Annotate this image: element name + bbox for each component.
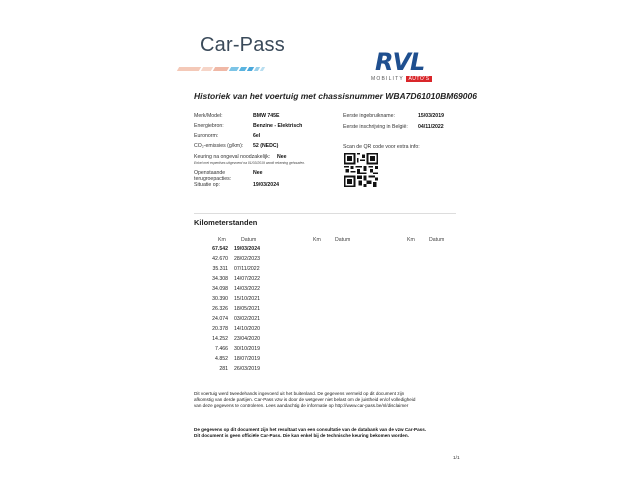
col-header-date-2: Datum xyxy=(335,237,351,243)
table-row: 24.074 03/02/2021 xyxy=(212,316,260,322)
car-pass-logo-stripes xyxy=(178,58,273,64)
field-label-euronorm: Euronorm: xyxy=(194,133,219,139)
field-value-co2: 52 (NEDC) xyxy=(253,143,279,149)
divider xyxy=(194,213,456,214)
col-header-date-3: Datum xyxy=(429,237,445,243)
table-row: 34.098 14/03/2022 xyxy=(212,286,260,292)
mileage-table xyxy=(194,246,314,376)
field-label-first-registration: Eerste inschrijving in België: xyxy=(343,124,408,130)
field-value-situation: 19/03/2024 xyxy=(253,182,279,188)
table-row: 281 26/03/2019 xyxy=(219,366,260,372)
dealer-logo xyxy=(371,50,443,88)
dealer-logo-sub: MOBILITY AUTO'S xyxy=(371,76,430,82)
official-notice: De gegevens op dit document zijn het resultaat van een consultatie van de databank van de vzw Car-Pass. Dit document is geen officiële Car-Pass. Die kan enkel bij de technische keuring bekomen worden. xyxy=(194,427,427,438)
col-header-km-2: Km xyxy=(313,237,321,243)
field-label-situation: Situatie op: xyxy=(194,182,220,188)
field-label-inspection: Keuring na ongeval noodzakelijk: xyxy=(194,154,271,160)
field-value-energy: Benzine - Elektrisch xyxy=(253,123,303,129)
field-label-recalls: Openstaande terugroepacties: xyxy=(194,170,232,182)
field-value-make: BMW 745E xyxy=(253,113,280,119)
field-value-inspection: Nee xyxy=(277,154,287,160)
table-row: 67.542 19/03/2024 xyxy=(212,246,260,252)
inspection-note: Enkel met expertises uitgevoerd na 01/03/2019 wordt rekening gehouden. xyxy=(194,161,306,165)
table-row: 4.852 18/07/2019 xyxy=(215,356,260,362)
table-row: 30.390 15/10/2021 xyxy=(212,296,260,302)
col-header-km-1: Km xyxy=(218,237,226,243)
col-header-date-1: Datum xyxy=(241,237,257,243)
field-value-euronorm: 6el xyxy=(253,133,261,139)
document-title: Historiek van het voertuig met chassisnummer WBA7D61010BM69006 xyxy=(194,91,477,101)
qr-code-icon[interactable] xyxy=(344,153,378,187)
table-row: 7.466 30/10/2019 xyxy=(215,346,260,352)
qr-label: Scan de QR code voor extra info: xyxy=(343,144,420,150)
table-row: 34.308 14/07/2022 xyxy=(212,276,260,282)
field-label-co2: CO₂-emissies (g/km): xyxy=(194,143,244,149)
table-row: 26.326 18/05/2021 xyxy=(212,306,260,312)
table-row: 35.311 07/11/2022 xyxy=(212,266,260,272)
field-value-recalls: Nee xyxy=(253,170,263,176)
table-row: 14.252 23/04/2020 xyxy=(212,336,260,342)
page-number: 1/1 xyxy=(453,456,460,461)
field-label-first-use: Eerste ingebruikname: xyxy=(343,113,395,119)
dealer-logo-main: RVL xyxy=(375,48,425,76)
table-row: 20.378 14/10/2020 xyxy=(212,326,260,332)
table-row: 42.670 28/02/2023 xyxy=(212,256,260,262)
section-title-mileage: Kilometerstanden xyxy=(194,218,258,227)
field-value-first-registration: 04/11/2022 xyxy=(418,124,444,130)
field-label-energy: Energiebron: xyxy=(194,123,224,129)
disclaimer-text: Dit voertuig werd tweedehands ingevoerd uit het buitenland. De gegevens vermeld op dit document zijn afkomstig van derde partijen. Car-Pass vzw is door de wetgever niet belast om de juistheid en/of volledigheid van deze gegevens te controleren. Lees aandachtig de informatie op http://www.car-pass.be/nl/disclaimer xyxy=(194,391,416,408)
col-header-km-3: Km xyxy=(407,237,415,243)
field-value-first-use: 15/03/2019 xyxy=(418,113,444,119)
field-label-make: Merk/Model: xyxy=(194,113,223,119)
car-pass-logo: Car-Pass xyxy=(200,34,285,56)
